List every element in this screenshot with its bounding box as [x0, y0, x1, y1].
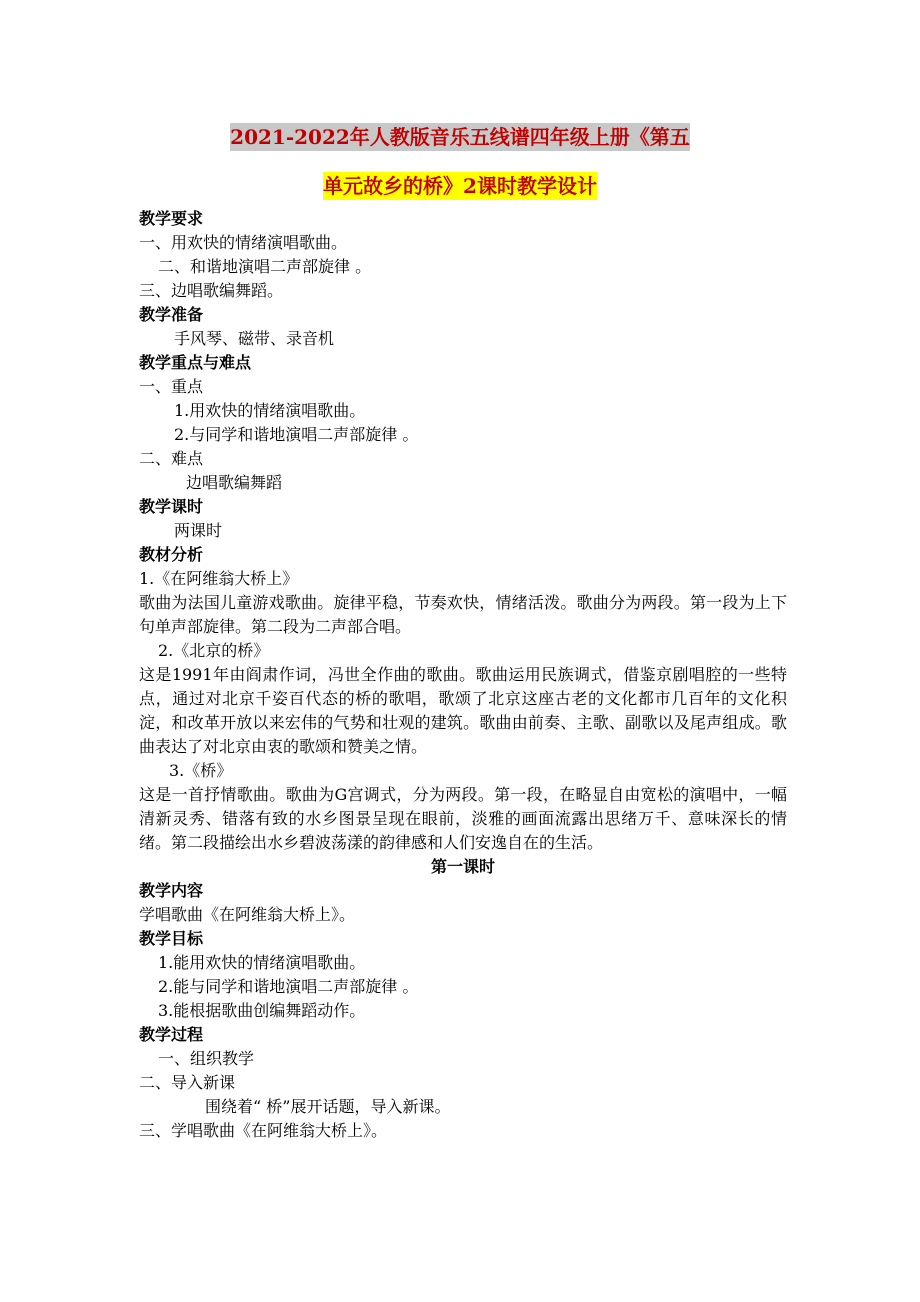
difficulty-item: 边唱歌编舞蹈	[186, 473, 283, 492]
requirement-item: 一、用欢快的情绪演唱歌曲。	[139, 233, 348, 252]
heading-goals: 教学目标	[139, 929, 204, 948]
heading-analysis: 教材分析	[139, 545, 204, 564]
key-points-label: 一、重点	[139, 377, 204, 396]
content-text: 学唱歌曲《在阿维翁大桥上》。	[139, 905, 356, 924]
goal-item: 1.能用欢快的情绪演唱歌曲。	[158, 953, 366, 972]
analysis-song-title: 3.《桥》	[169, 761, 233, 780]
class-hours-text: 两课时	[174, 521, 223, 540]
analysis-paragraph: 歌曲为法国儿童游戏歌曲。旋律平稳，节奏欢快，情绪活泼。歌曲分为两段。第一段为上下句单声部旋律。第二段为二声部合唱。	[139, 593, 787, 636]
document-title-line-2: 单元故乡的桥》2课时教学设计	[323, 174, 597, 198]
heading-process: 教学过程	[139, 1025, 204, 1044]
heading-requirements: 教学要求	[139, 209, 204, 228]
analysis-song-title: 2.《北京的桥》	[158, 641, 270, 660]
document-body	[139, 207, 787, 1143]
key-point-item: 1.用欢快的情绪演唱歌曲。	[174, 401, 366, 420]
goal-item: 2.能与同学和谐地演唱二声部旋律 。	[158, 977, 419, 996]
document-title-line-1: 2021-2022年人教版音乐五线谱四年级上册《第五	[230, 125, 690, 149]
analysis-paragraph: 这是1991年由阎肃作词，冯世全作曲的歌曲。歌曲运用民族调式，借鉴京剧唱腔的一些特点，通过对北京千姿百代态的桥的歌唱，歌颂了北京这座古老的文化都市几百年的文化积淀，和改革开放以来宏伟的气势和壮观的建筑。歌曲由前奏、主歌、副歌以及尾声组成。歌曲表达了对北京由衷的歌颂和赞美之情。	[139, 665, 787, 756]
lesson-heading: 第一课时	[430, 857, 495, 876]
process-step: 三、学唱歌曲《在阿维翁大桥上》。	[139, 1121, 388, 1140]
key-point-item: 2.与同学和谐地演唱二声部旋律 。	[174, 425, 419, 444]
heading-preparation: 教学准备	[139, 305, 204, 324]
goal-item: 3.能根据歌曲创编舞蹈动作。	[158, 1001, 366, 1020]
analysis-song-title: 1.《在阿维翁大桥上》	[139, 569, 299, 588]
preparation-text: 手风琴、磁带、录音机	[174, 329, 335, 348]
heading-class-hours: 教学课时	[139, 497, 204, 516]
process-step: 二、导入新课	[139, 1073, 236, 1092]
difficulty-label: 二、难点	[139, 449, 204, 468]
process-step: 一、组织教学	[158, 1049, 255, 1068]
heading-content: 教学内容	[139, 881, 204, 900]
requirement-item: 二、和谐地演唱二声部旋律 。	[158, 257, 372, 276]
process-detail: 围绕着“ 桥”展开话题，导入新课。	[205, 1097, 451, 1116]
analysis-paragraph: 这是一首抒情歌曲。歌曲为G宫调式，分为两段。第一段，在略显自由宽松的演唱中，一幅清新灵秀、错落有致的水乡图景呈现在眼前，淡雅的画面流露出思绪万千、意味深长的情绪。第二段描绘出水乡碧波荡漾的韵律感和人们安逸自在的生活。	[139, 785, 787, 852]
heading-key-points: 教学重点与难点	[139, 353, 252, 372]
requirement-item: 三、边唱歌编舞蹈。	[139, 281, 284, 300]
